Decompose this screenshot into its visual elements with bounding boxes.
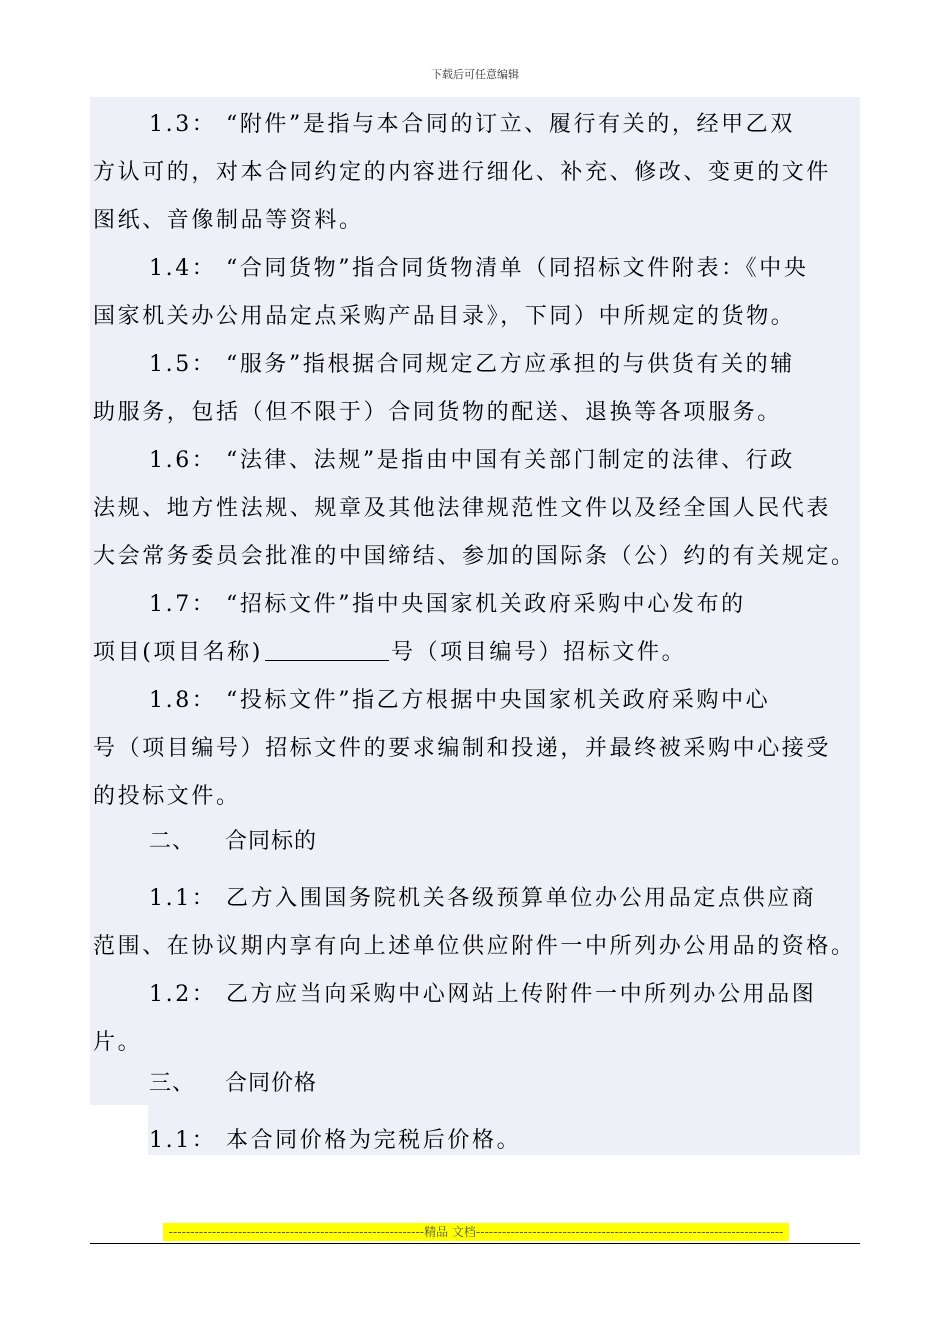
paragraph-line: 1.3： “附件”是指与本合同的订立、履行有关的，经甲乙双	[149, 112, 795, 137]
paragraph-line: 图纸、音像制品等资料。	[93, 208, 364, 233]
paragraph-line: 1.2： 乙方应当向采购中心网站上传附件一中所列办公用品图	[149, 982, 817, 1007]
section-heading	[149, 1069, 317, 1099]
paragraph-line: 的投标文件。	[93, 784, 241, 809]
footer-banner: -----------------------------------------------------------精品 文档-----------------------------------------------------------------------	[163, 1223, 789, 1241]
section-number: 二、	[149, 829, 196, 854]
section-title: 合同价格	[225, 1071, 318, 1096]
paragraph-line: 1.1： 乙方入围国务院机关各级预算单位办公用品定点供应商	[149, 886, 817, 911]
section-title: 合同标的	[225, 829, 318, 854]
page-header: 下载后可任意编辑	[431, 68, 519, 81]
paragraph-line: 1.5： “服务”指根据合同规定乙方应承担的与供货有关的辅	[149, 352, 795, 377]
section-number: 三、	[149, 1071, 196, 1096]
paragraph-line: 1.1： 本合同价格为完税后价格。	[149, 1128, 522, 1153]
paragraph-line: 1.7： “招标文件”指中央国家机关政府采购中心发布的	[149, 592, 746, 617]
paragraph-line: 助服务，包括（但不限于）合同货物的配送、退换等各项服务。	[93, 400, 782, 425]
line-text: 号（项目编号）招标文件。	[390, 640, 687, 665]
paragraph-line: 1.6： “法律、法规”是指由中国有关部门制定的法律、行政	[149, 448, 795, 473]
paragraph-line	[93, 638, 686, 668]
paragraph-line: 大会常务委员会批准的中国缔结、参加的国际条（公）约的有关规定。	[93, 544, 856, 569]
line-text: 项目(项目名称)	[93, 640, 263, 665]
fill-in-blank	[265, 638, 389, 661]
paragraph-line: 号（项目编号）招标文件的要求编制和投递，并最终被采购中心接受	[93, 736, 832, 761]
paragraph-line: 范围、在协议期内享有向上述单位供应附件一中所列办公用品的资格。	[93, 934, 856, 959]
paragraph-line: 法规、地方性法规、规章及其他法律规范性文件以及经全国人民代表	[93, 496, 832, 521]
paragraph-line: 片。	[93, 1030, 143, 1055]
footer-divider	[90, 1243, 860, 1244]
paragraph-line: 1.4： “合同货物”指合同货物清单（同招标文件附表：《中央	[149, 256, 809, 281]
paragraph-line: 方认可的，对本合同约定的内容进行细化、补充、修改、变更的文件	[93, 160, 832, 185]
paragraph-line: 1.8： “投标文件”指乙方根据中央国家机关政府采购中心	[149, 688, 771, 713]
section-heading	[149, 827, 317, 857]
paragraph-line: 国家机关办公用品定点采购产品目录》，下同）中所规定的货物。	[93, 304, 796, 329]
